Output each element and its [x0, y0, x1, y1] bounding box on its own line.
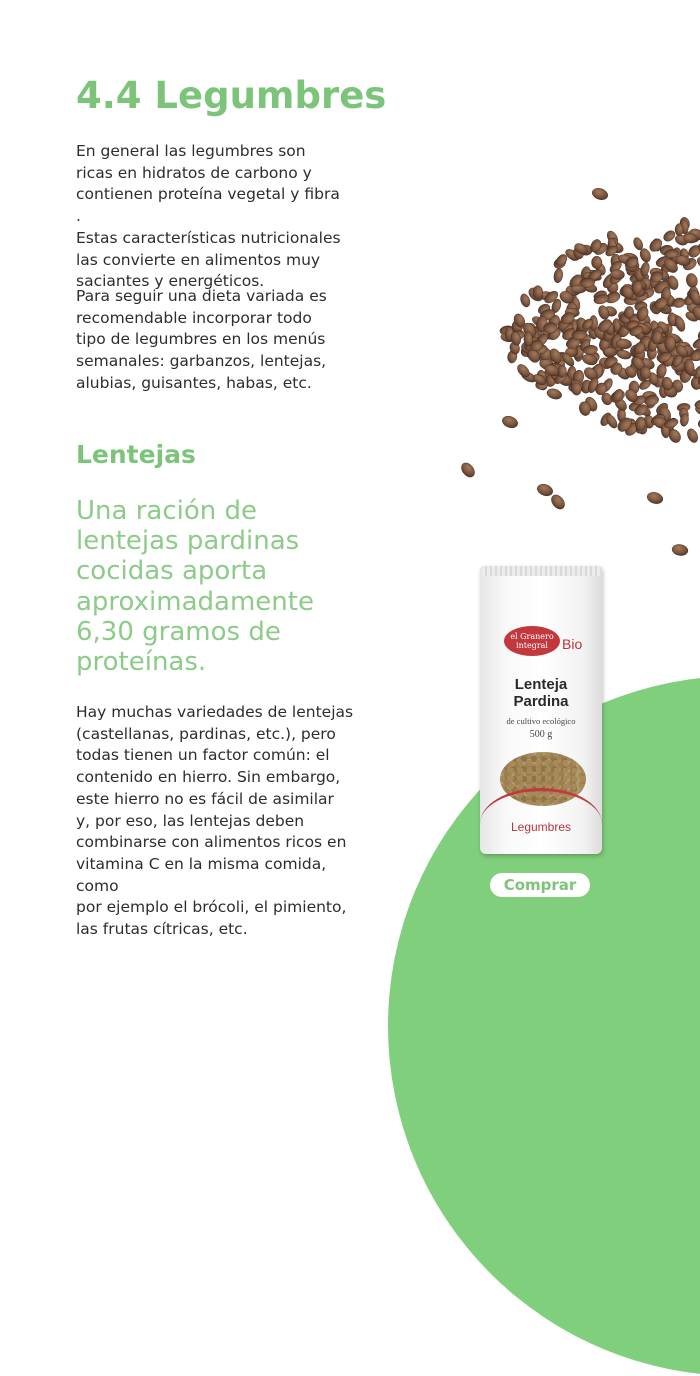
lentejas-subtitle: Lentejas	[76, 440, 196, 469]
second-paragraph: Para seguir una dieta variada es recomendable incorporar todo tipo de legumbres en los menús semanales: garbanzos, lentejas, alubias, guisantes, habas, etc.	[76, 286, 346, 395]
lentils-image	[450, 160, 700, 560]
product-name: Lenteja Pardina	[480, 676, 602, 710]
brand-logo: el Granero integral	[504, 626, 560, 656]
protein-highlight: Una ración de lentejas pardinas cocidas aporta aproximadamente 6,30 gramos de proteínas.	[76, 496, 376, 677]
product-package[interactable]	[480, 566, 604, 856]
section-title: 4.4 Legumbres	[76, 74, 386, 117]
bio-badge: Bio	[562, 636, 582, 652]
buy-button[interactable]: Comprar	[490, 873, 590, 897]
product-category: Legumbres	[480, 820, 602, 834]
product-weight: 500 g	[480, 729, 602, 740]
lentejas-body: Hay muchas variedades de lentejas (castellanas, pardinas, etc.), pero todas tienen un factor común: el contenido en hierro. Sin embargo, este hierro no es fácil de asimilar y, por eso, las lentejas deben combinarse con alimentos ricos en vitamina C en la misma comida, como por ejemplo el brócoli, el pimiento, las frutas cítricas, etc.	[76, 702, 366, 941]
product-subtitle: de cultivo ecológico	[480, 716, 602, 726]
package-seal	[482, 566, 600, 576]
intro-paragraph: En general las legumbres son ricas en hidratos de carbono y contienen proteína vegetal y fibra . Estas características nutricionales las convierte en alimentos muy saciantes y energéticos.	[76, 141, 346, 293]
